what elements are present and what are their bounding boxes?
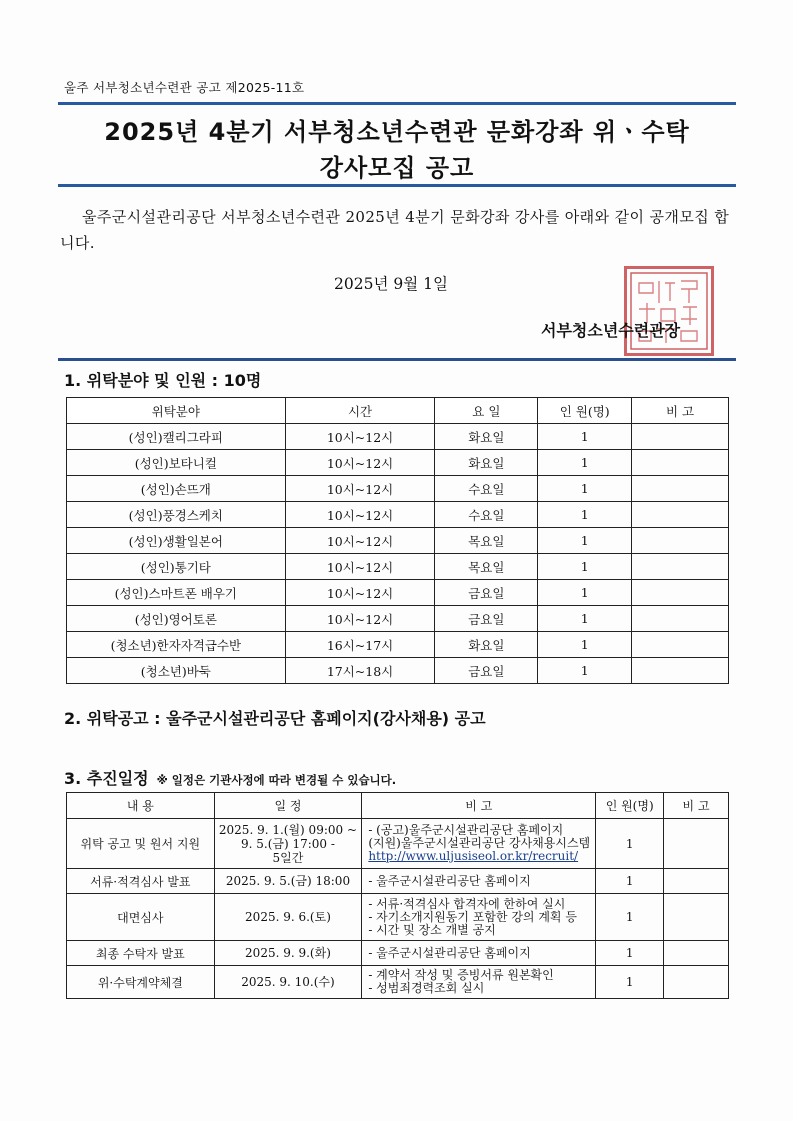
- schedule-count: 1: [596, 941, 664, 966]
- table-cell: [632, 580, 729, 606]
- schedule-date: [214, 966, 362, 999]
- schedule-item: 최종 수탁자 발표: [67, 941, 215, 966]
- schedule-count: 1: [596, 894, 664, 941]
- table-cell: 1: [538, 658, 632, 684]
- page-title-line2: 강사모집 공고: [319, 154, 475, 182]
- table-row: [67, 606, 729, 632]
- table-cell: 1: [538, 606, 632, 632]
- table-cell: 금요일: [435, 606, 538, 632]
- notice-number: 울주 서부청소년수련관 공고 제2025-11호: [64, 80, 305, 95]
- table-cell: 1: [538, 528, 632, 554]
- table-cell: [632, 606, 729, 632]
- col-header: 비 고: [362, 793, 596, 819]
- table-cell: 화요일: [435, 424, 538, 450]
- table-cell: 수요일: [435, 476, 538, 502]
- schedule-item: 위·수탁계약체결: [67, 966, 215, 999]
- table-cell: (성인)캘리그라피: [67, 424, 286, 450]
- schedule-date-line: 9. 5.(금) 17:00 -: [241, 836, 335, 851]
- title-rule-bottom: [58, 184, 736, 187]
- table-cell: [632, 502, 729, 528]
- note-line: - (공고)울주군시설관리공단 홈페이지: [368, 823, 564, 837]
- table-cell: 화요일: [435, 632, 538, 658]
- table-row: [67, 658, 729, 684]
- schedule-date-line: 2025. 9. 1.(월) 09:00 ~: [218, 822, 358, 837]
- section3-title: 3. 추진일정: [64, 769, 149, 788]
- table-cell: 10시~12시: [285, 554, 435, 580]
- table-cell: 1: [538, 632, 632, 658]
- table-cell: [632, 658, 729, 684]
- schedule-date: [214, 941, 362, 966]
- table-row: [67, 528, 729, 554]
- schedule-date-line: 2025. 9. 5.(금) 18:00: [225, 874, 351, 888]
- schedule-count: 1: [596, 819, 664, 869]
- table-cell: 16시~17시: [285, 632, 435, 658]
- table-cell: 17시~18시: [285, 658, 435, 684]
- table-cell: 수요일: [435, 502, 538, 528]
- table-row: [67, 894, 729, 941]
- schedule-count: 1: [596, 966, 664, 999]
- table-row: [67, 424, 729, 450]
- col-header: 요 일: [435, 398, 538, 424]
- table-cell: 10시~12시: [285, 528, 435, 554]
- note-line: - 울주군시설관리공단 홈페이지: [368, 945, 531, 960]
- table-row: [67, 941, 729, 966]
- schedule-table: [66, 792, 729, 999]
- note-line: - 울주군시설관리공단 홈페이지: [368, 873, 531, 888]
- schedule-date: [214, 869, 362, 894]
- schedule-item: 대면심사: [67, 894, 215, 941]
- col-header: 인 원(명): [596, 793, 664, 819]
- table-cell: [632, 424, 729, 450]
- title-rule-top: [58, 102, 736, 105]
- section1-heading: 1. 위탁분야 및 인원 : 10명: [64, 371, 262, 390]
- schedule-count: 1: [596, 869, 664, 894]
- table-row: [67, 554, 729, 580]
- table-row: [67, 502, 729, 528]
- col-header: 비 고: [632, 398, 729, 424]
- col-header: 일 정: [214, 793, 362, 819]
- note-line: - 시간 및 장소 개별 공지: [368, 922, 496, 937]
- table-cell: (성인)손뜨개: [67, 476, 286, 502]
- table-cell: 금요일: [435, 580, 538, 606]
- table-cell: (청소년)한자자격급수반: [67, 632, 286, 658]
- note-line: (지원)울주군시설관리공단 강사채용시스템: [368, 836, 591, 850]
- schedule-remark: [664, 819, 729, 869]
- divider: [58, 358, 736, 361]
- note-line: - 자기소개지원동기 포함한 강의 계획 등: [368, 909, 577, 924]
- recruitment-field-table: [66, 397, 729, 684]
- table-cell: 목요일: [435, 528, 538, 554]
- schedule-item: 서류·적격심사 발표: [67, 869, 215, 894]
- official-seal-icon: [624, 266, 714, 356]
- table-cell: 금요일: [435, 658, 538, 684]
- schedule-remark: [664, 941, 729, 966]
- table-cell: [632, 632, 729, 658]
- schedule-date: [214, 819, 362, 869]
- schedule-notes: [362, 941, 596, 966]
- table-row: [67, 580, 729, 606]
- table-cell: 1: [538, 476, 632, 502]
- table-cell: [632, 554, 729, 580]
- recruit-link[interactable]: http://www.uljusiseol.or.kr/recruit/: [368, 849, 579, 863]
- schedule-date-line: 5일간: [272, 850, 304, 865]
- table-cell: 10시~12시: [285, 502, 435, 528]
- table-header-row: [67, 398, 729, 424]
- schedule-notes: [362, 966, 596, 999]
- schedule-notes: [362, 819, 596, 869]
- page-title: 2025년 4분기 서부청소년수련관 문화강좌 위ㆍ수탁: [104, 118, 690, 146]
- table-cell: (청소년)바둑: [67, 658, 286, 684]
- col-header: 시간: [285, 398, 435, 424]
- table-cell: 목요일: [435, 554, 538, 580]
- schedule-item: 위탁 공고 및 원서 지원: [67, 819, 215, 869]
- table-cell: [632, 528, 729, 554]
- table-cell: 10시~12시: [285, 450, 435, 476]
- table-cell: [632, 450, 729, 476]
- note-line: - 계약서 작성 및 증빙서류 원본확인: [368, 968, 554, 982]
- col-header: 인 원(명): [538, 398, 632, 424]
- col-header: 위탁분야: [67, 398, 286, 424]
- table-header-row: [67, 793, 729, 819]
- issuer-name: 서부청소년수련관장: [541, 321, 681, 340]
- table-row: [67, 450, 729, 476]
- table-row: [67, 476, 729, 502]
- schedule-remark: [664, 869, 729, 894]
- table-cell: 1: [538, 580, 632, 606]
- table-row: [67, 869, 729, 894]
- section3-heading: [64, 766, 396, 789]
- col-header: 내 용: [67, 793, 215, 819]
- table-cell: 1: [538, 424, 632, 450]
- section2-heading: 2. 위탁공고 : 울주군시설관리공단 홈페이지(강사채용) 공고: [64, 709, 486, 728]
- table-row: [67, 966, 729, 999]
- table-cell: 10시~12시: [285, 606, 435, 632]
- table-cell: (성인)스마트폰 배우기: [67, 580, 286, 606]
- table-cell: (성인)보타니컬: [67, 450, 286, 476]
- schedule-date-line: 2025. 9. 6.(토): [245, 910, 331, 924]
- schedule-remark: [664, 966, 729, 999]
- table-cell: 1: [538, 502, 632, 528]
- note-line: - 서류·적격심사 합격자에 한하여 실시: [368, 896, 566, 911]
- table-cell: 화요일: [435, 450, 538, 476]
- table-cell: 1: [538, 450, 632, 476]
- table-cell: (성인)영어토론: [67, 606, 286, 632]
- table-row: [67, 819, 729, 869]
- schedule-date-line: 2025. 9. 10.(수): [241, 975, 335, 989]
- schedule-date: [214, 894, 362, 941]
- table-cell: (성인)생활일본어: [67, 528, 286, 554]
- intro-paragraph: 울주군시설관리공단 서부청소년수련관 2025년 4분기 문화강좌 강사를 아래와 같이 공개모집 합니다.: [60, 208, 730, 252]
- table-cell: 10시~12시: [285, 424, 435, 450]
- schedule-notes: [362, 894, 596, 941]
- col-header: 비 고: [664, 793, 729, 819]
- table-row: [67, 632, 729, 658]
- notice-date: 2025년 9월 1일: [334, 275, 448, 293]
- schedule-remark: [664, 894, 729, 941]
- table-cell: (성인)통기타: [67, 554, 286, 580]
- table-cell: (성인)풍경스케치: [67, 502, 286, 528]
- schedule-notes: [362, 869, 596, 894]
- schedule-note: ※ 일정은 기관사정에 따라 변경될 수 있습니다.: [156, 773, 397, 787]
- table-cell: [632, 476, 729, 502]
- table-cell: 10시~12시: [285, 476, 435, 502]
- table-cell: 1: [538, 554, 632, 580]
- schedule-date-line: 2025. 9. 9.(화): [245, 946, 331, 960]
- table-cell: 10시~12시: [285, 580, 435, 606]
- note-line: - 성범죄경력조회 실시: [368, 981, 485, 995]
